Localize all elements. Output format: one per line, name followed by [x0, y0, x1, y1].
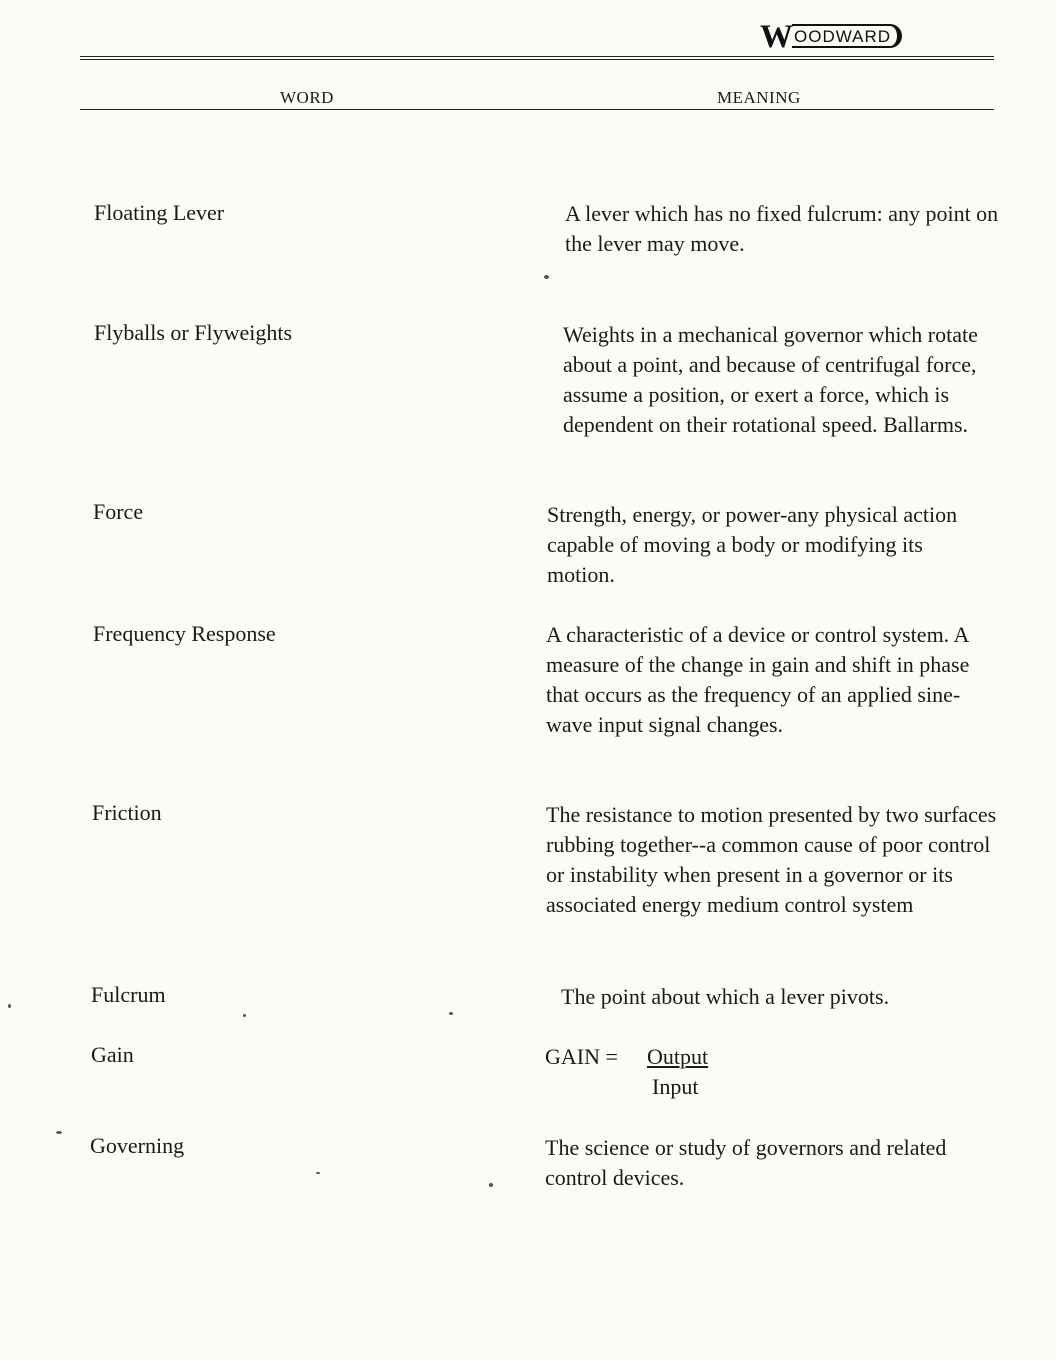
term-frequency-response: Frequency Response	[93, 621, 276, 646]
term-flyballs: Flyballs or Flyweights	[94, 320, 293, 345]
scan-speck	[316, 1172, 320, 1174]
logo-wordmark: OODWARD	[792, 24, 902, 48]
meaning-governing: The science or study of governors and related control devices.	[545, 1135, 947, 1190]
column-header-word: WORD	[280, 88, 334, 107]
scan-speck	[243, 1014, 246, 1017]
meaning-force: Strength, energy, or power-any physical action capable of moving a body or modifying its motion.	[547, 502, 958, 587]
header-double-rule	[80, 56, 994, 60]
term-force: Force	[93, 499, 144, 524]
column-header-meaning: MEANING	[717, 88, 801, 107]
meaning-friction: The resistance to motion presented by two surfaces rubbing together--a common cause of poor control or instability when present in a governor or its associated energy medium control system	[546, 802, 997, 917]
term-governing: Governing	[90, 1133, 185, 1158]
gain-formula-lhs: GAIN =	[545, 1044, 618, 1069]
meaning-floating-lever: A lever which has no fixed fulcrum: any point on the lever may move.	[565, 201, 999, 256]
meaning-frequency-response: A characteristic of a device or control system. A measure of the change in gain and shift in phase that occurs as the frequency of an applied sine-wave input signal changes.	[546, 622, 970, 737]
meaning-fulcrum: The point about which a lever pivots.	[561, 984, 890, 1009]
gain-formula-numerator: Output	[647, 1044, 709, 1069]
scan-speck	[8, 1004, 11, 1008]
logo-initial: W	[760, 19, 793, 55]
header-rule	[80, 109, 994, 110]
term-fulcrum: Fulcrum	[91, 982, 166, 1007]
woodward-logo	[760, 20, 928, 54]
term-gain: Gain	[91, 1042, 134, 1067]
scan-speck	[489, 1183, 493, 1187]
scan-speck	[544, 275, 549, 279]
scan-speck	[449, 1012, 453, 1015]
term-friction: Friction	[92, 800, 162, 825]
scan-speck	[56, 1131, 62, 1134]
gain-formula-denominator: Input	[652, 1074, 699, 1099]
meaning-flyballs: Weights in a mechanical governor which rotate about a point, and because of centrifugal force, assume a position, or exert a force, which is dependent on their rotational speed. Ballarms.	[563, 322, 978, 437]
gain-formula	[545, 1042, 845, 1106]
term-floating-lever: Floating Lever	[94, 200, 225, 225]
